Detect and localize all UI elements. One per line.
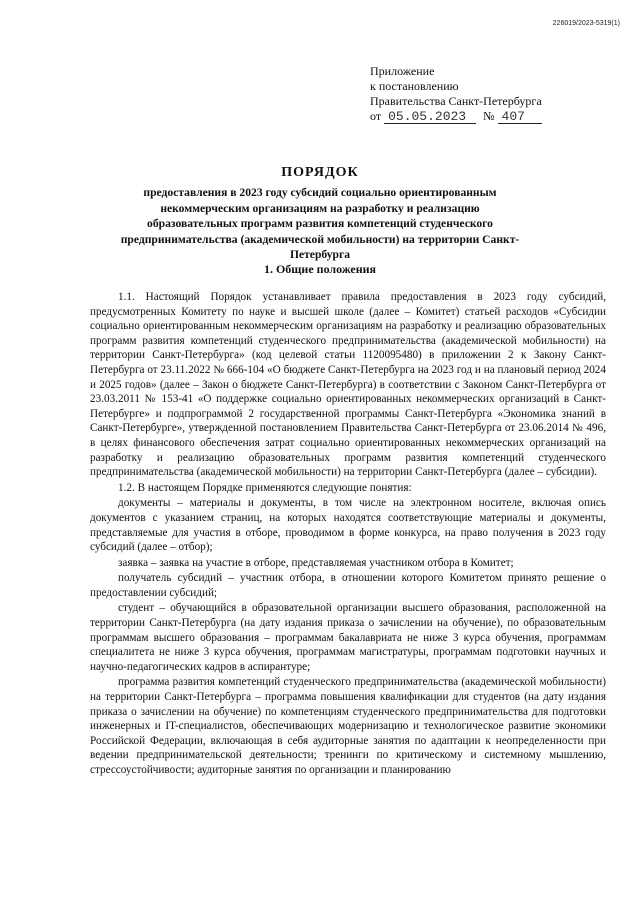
document-code: 226019/2023-5319(1) bbox=[552, 20, 620, 27]
paragraph: заявка – заявка на участие в отборе, представляемая участником отбора в Комитет; bbox=[118, 556, 514, 569]
appendix-line-3: Правительства Санкт-Петербурга bbox=[370, 94, 542, 108]
appendix-date-row bbox=[370, 109, 542, 124]
appendix-block bbox=[370, 64, 542, 124]
section-heading: 1. Общие положения bbox=[263, 262, 377, 276]
handwritten-number: 407 bbox=[498, 110, 542, 124]
paragraph: программа развития компетенций студенческого предпринимательства (академической мобильности) на территории Санкт-Петербурга – программа повышения квалификации для студентов (на дату издания приказа о зачислении на обучение) по компетенциям студенческого предпринимательства для подготовки инженерных и IT-специалистов, обеспечивающих модернизацию и технологическое развитие экономики Российской Федерации, включающая в себя аудиторные занятия по адаптации к неопределенности при ведении предпринимательской деятельности; тренинги по критическому и системному мышлению, стрессоустойчивости; аудиторные занятия по организации и планированию bbox=[90, 676, 606, 776]
document-title: ПОРЯДОК bbox=[281, 165, 359, 180]
paragraph: получатель субсидий – участник отбора, в отношении которого Комитетом принято решение о предоставлении субсидий; bbox=[90, 572, 606, 599]
appendix-line-2: к постановлению bbox=[370, 79, 459, 93]
date-prefix: от bbox=[370, 109, 382, 123]
appendix-line-1: Приложение bbox=[370, 64, 435, 78]
document-body bbox=[90, 290, 606, 778]
document-subtitle: предоставления в 2023 году субсидий социально ориентированным некоммерческим организациям на разработку и реализацию образовательных программ развития компетенций студенческого предпринимательства (академической мобильности) на территории Санкт-Петербурга bbox=[120, 186, 520, 261]
handwritten-date: 05.05.2023 bbox=[384, 110, 476, 124]
paragraph: документы – материалы и документы, в том числе на электронном носителе, включая опись документов с указанием страниц, на которых находятся соответствующие материалы и документы, представляемые для участия в отборе, проводимом в форме конкурса, на право получения в 2023 году субсидий (далее – отбор); bbox=[90, 497, 606, 554]
paragraph: студент – обучающийся в образовательной организации высшего образования, расположенной на территории Санкт-Петербурга (на дату издания приказа о зачислении на обучение), по образовательным программам высшего образования – программам бакалавриата не ниже 3 курса обучения, программам специалитета не ниже 3 курса обучения, программам магистратуры, программам подготовки научных и научно-педагогических кадров в аспирантуре; bbox=[90, 602, 606, 673]
paragraph: 1.1. Настоящий Порядок устанавливает правила предоставления в 2023 году субсидий, предусмотренных Комитету по науке и высшей школе (далее – Комитет) статьей расходов «Субсидии социально ориентированным некоммерческим организациям на разработку и реализацию образовательных программ развития компетенций студенческого предпринимательства (академической мобильности) на территории Санкт-Петербурга» (код целевой статьи 1120095480) в приложении 2 к Закону Санкт-Петербурга от 23.11.2022 № 666-104 «О бюджете Санкт-Петербурга на 2023 год и на плановый период 2024 и 2025 годов» (далее – Закон о бюджете Санкт-Петербурга) в соответствии с Законом Санкт-Петербурга от 23.03.2011 № 153-41 «О поддержке социально ориентированных некоммерческих организаций в Санкт-Петербурге» и подпрограммой 2 государственной программы Санкт-Петербурга «Экономика знаний в Санкт-Петербурге», утвержденной постановлением Правительства Санкт-Петербурга от 23.06.2014 № 496, в целях финансового обеспечения затрат социально ориентированных некоммерческих организаций на разработку и реализацию образовательных программ развития компетенций студенческого предпринимательства (академической мобильности) на территории Санкт-Петербурга (далее – субсидии). bbox=[90, 291, 606, 479]
number-prefix: № bbox=[483, 109, 495, 123]
paragraph: 1.2. В настоящем Порядке применяются следующие понятия: bbox=[118, 481, 412, 494]
